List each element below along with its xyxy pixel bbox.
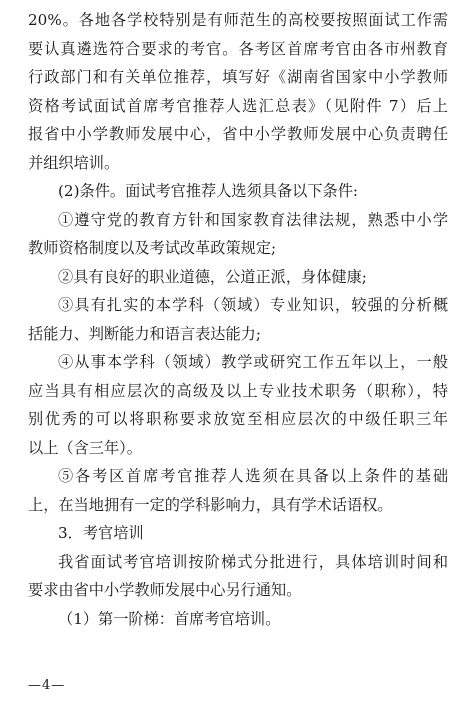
text-line: 并组织培训。 (28, 153, 120, 172)
text-line: 应当具有相应层次的高级及以上专业技术职务（职称），特 (28, 381, 448, 400)
text-line: ①遵守党的教育方针和国家教育法律法规，熟悉中小学 (58, 210, 448, 229)
text-line: ④从事本学科（领域）教学或研究工作五年以上，一般 (58, 353, 448, 371)
text-line: 别优秀的可以将职称要求放宽至相应层次的中级任职三年 (28, 410, 448, 428)
text-line: 20%。各地各学校特别是有师范生的高校要按照面试工作需 (28, 11, 448, 29)
text-line: ③具有扎实的本学科（领域）专业知识，较强的分析概 (58, 296, 448, 314)
text-line: 资格考试面试首席考官推荐人选汇总表》（见附件 7）后上 (28, 96, 448, 115)
text-line: 要认真遴选符合要求的考官。各考区首席考官由各市州教育 (28, 39, 448, 58)
section-heading: (2)条件。面试考官推荐人选须具备以下条件: (58, 182, 359, 200)
body-text (28, 6, 448, 633)
text-line: 括能力、判断能力和语言表达能力; (28, 324, 261, 343)
text-line: 上，在当地拥有一定的学科影响力，具有学术话语权。 (28, 495, 393, 514)
page-number: —4— (28, 678, 66, 693)
text-line: 行政部门和有关单位推荐，填写好《湖南省国家中小学教师 (28, 68, 448, 86)
text-line: ②具有良好的职业道德，公道正派，身体健康; (58, 267, 367, 286)
text-line: 教师资格制度以及考试改革政策规定; (28, 239, 277, 257)
text-line: ⑤各考区首席考官推荐人选须在具备以上条件的基础 (58, 467, 448, 485)
sub-heading: （1）第一阶梯：首席考官培训。 (58, 609, 281, 628)
text-line: 以上（含三年）。 (28, 438, 142, 457)
text-line: 报省中小学教师发展中心，省中小学教师发展中心负责聘任 (28, 125, 448, 143)
section-heading: 3．考官培训 (58, 524, 144, 542)
text-line: 要求由省中小学教师发展中心另行通知。 (28, 581, 302, 599)
text-line: 我省面试考官培训按阶梯式分批进行，具体培训时间和 (58, 552, 448, 571)
